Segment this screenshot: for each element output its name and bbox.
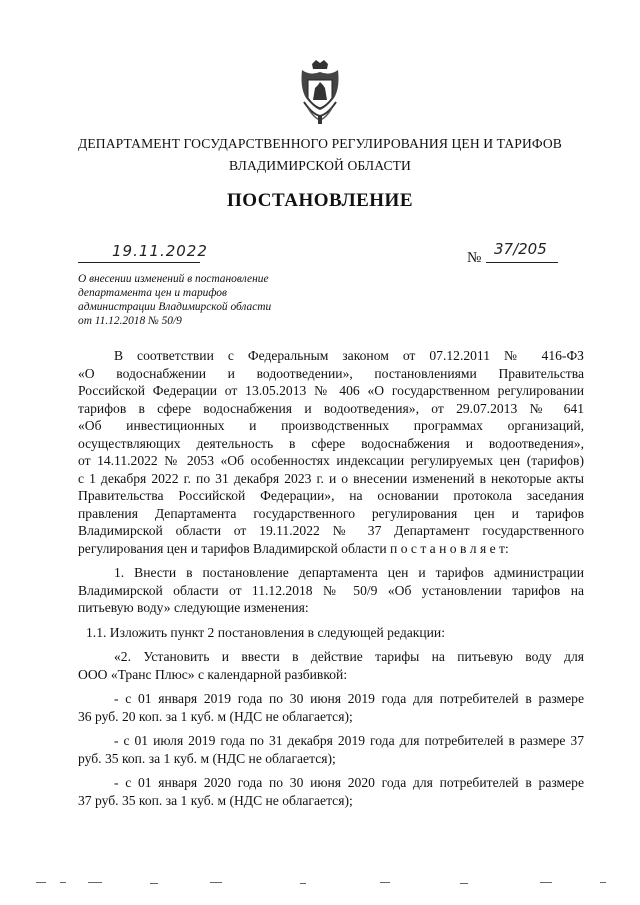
item1-line: питьевую воду» следующие изменения: — [78, 600, 309, 615]
preamble-line: регулирования цен и тарифов Владимирской области п о с т а н о в л я е т: — [78, 540, 509, 556]
subject-line: департамента цен и тарифов — [78, 287, 227, 299]
date-underline — [78, 262, 200, 263]
preamble-line: «Об инвестиционных и производственных программах организаций, — [78, 418, 584, 433]
tariff-line: 37 руб. 35 коп. за 1 куб. м (НДС не облагается); — [78, 792, 353, 808]
department-name-line1: ДЕПАРТАМЕНТ ГОСУДАРСТВЕННОГО РЕГУЛИРОВАНИЯ ЦЕН И ТАРИФОВ — [78, 136, 562, 151]
preamble-line: с 1 декабря 2022 г. по 31 декабря 2023 г. и о внесении изменений в некоторые акты — [78, 470, 584, 486]
document-subject — [78, 272, 318, 328]
document-type-title: ПОСТАНОВЛЕНИЕ — [226, 190, 414, 211]
tariff-line: - с 01 января 2019 года по 30 июня 2019 года для потребителей в размере — [114, 691, 584, 706]
quote-line: ООО «Транс Плюс» с календарной разбивкой: — [78, 666, 348, 682]
tariff-line: руб. 35 коп. за 1 куб. м (НДС не облагается); — [78, 750, 336, 766]
preamble-line: от 14.11.2022 № 2053 «Об особенностях индексации регулируемых цен (тарифов) — [78, 453, 584, 468]
preamble-line: Российской Федерации от 13.05.2013 № 406 «О государственном регулировании — [78, 383, 584, 398]
quote-line: «2. Установить и ввести в действие тарифы на питьевую воду для — [114, 649, 584, 664]
preamble-line: Владимирской области от 19.11.2022 № 37 Департамент государственного — [78, 523, 584, 538]
subject-line: О внесении изменений в постановление — [78, 273, 269, 285]
preamble-line: осуществляющих деятельность в сфере водоснабжения и водоотведения», — [78, 435, 584, 451]
subject-line: администрации Владимирской области — [78, 301, 272, 313]
tariff-line: 36 руб. 20 коп. за 1 куб. м (НДС не облагается); — [78, 708, 353, 724]
preamble-line: «О водоснабжении и водоотведении», постановлениями Правительства — [78, 365, 584, 381]
tariff-line: - с 01 июля 2019 года по 31 декабря 2019 года для потребителей в размере 37 — [114, 733, 584, 748]
tariff-line: - с 01 января 2020 года по 30 июня 2020 года для потребителей в размере — [114, 775, 584, 790]
scan-noise-strip — [0, 880, 640, 886]
item1-line: 1. Внести в постановление департамента цен и тарифов администрации — [114, 565, 584, 580]
item1-line: Владимирской области от 11.12.2018 № 50/9 «Об установлении тарифов на — [78, 582, 584, 598]
document-number: 37/205 — [494, 240, 547, 258]
number-sign: № — [467, 250, 482, 266]
department-name-line2: ВЛАДИМИРСКОЙ ОБЛАСТИ — [229, 158, 411, 173]
item1-1-line: 1.1. Изложить пункт 2 постановления в следующей редакции: — [86, 624, 445, 640]
number-underline — [486, 262, 558, 263]
preamble-line: правления Департамента государственного регулирования цен и тарифов — [78, 505, 584, 521]
document-body — [78, 347, 584, 809]
preamble-line: Правительства Российской Федерации», на основании протокола заседания — [78, 488, 584, 503]
document-date: 19.11.2022 — [112, 242, 208, 260]
preamble-line: В соответствии с Федеральным законом от 07.12.2011 № 416-ФЗ — [114, 348, 584, 363]
subject-line: от 11.12.2018 № 50/9 — [78, 315, 182, 327]
preamble-line: тарифов в сфере водоснабжения и водоотведения», от 29.07.2013 № 641 — [78, 400, 584, 416]
coat-of-arms-icon — [298, 58, 342, 126]
